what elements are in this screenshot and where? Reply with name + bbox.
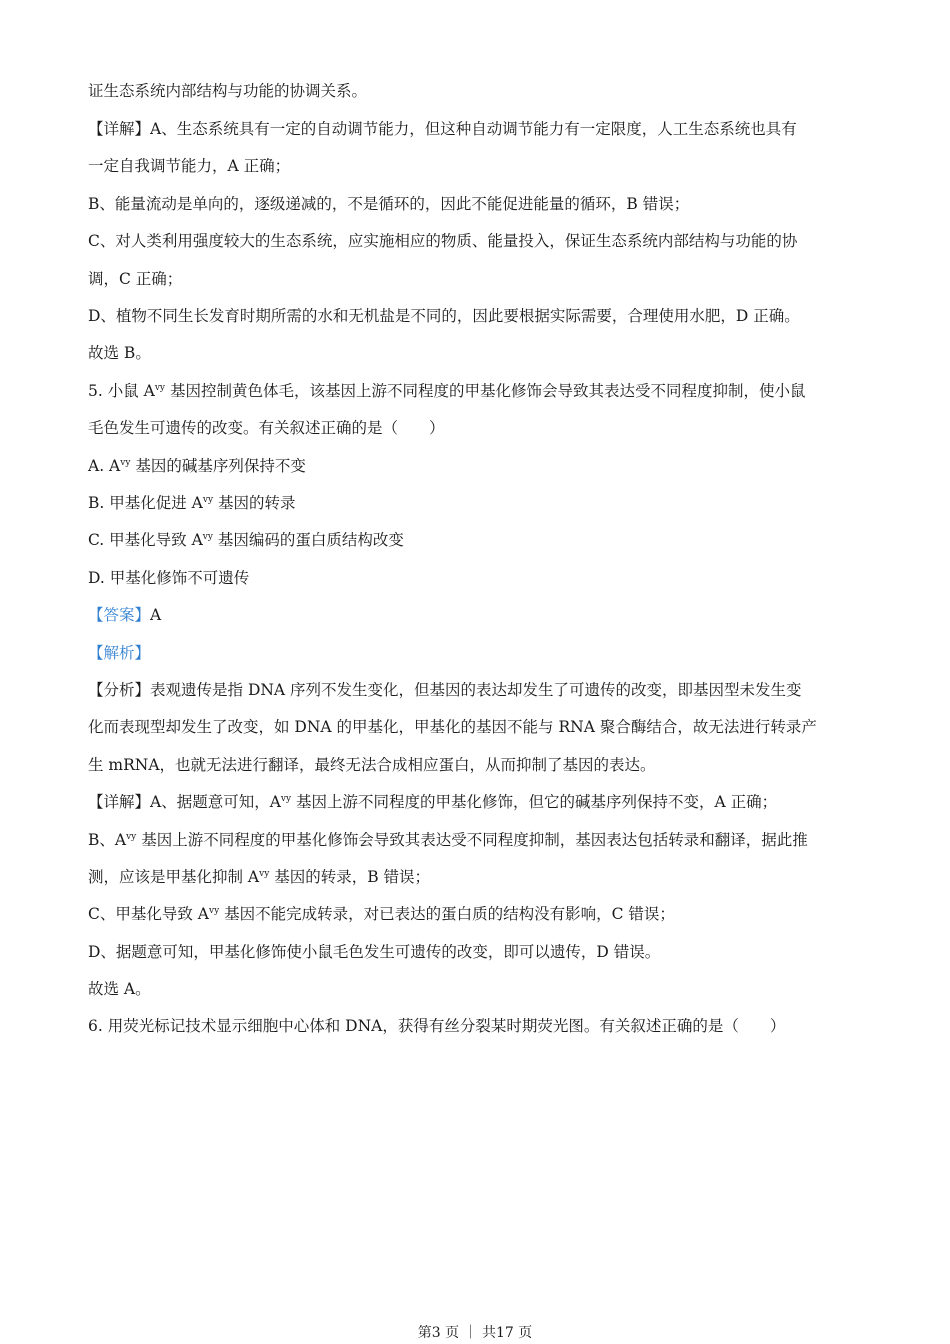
q5-detail-b-cont: 测，应该是甲基化抑制 $A^{vy}$ 基因的转录，B 错误； <box>88 868 431 886</box>
prev-detail-b: B、能量流动是单向的，逐级递减的，不是循环的，因此不能促进能量的循环，B 错误； <box>88 195 690 213</box>
prev-conclusion: 故选 B。 <box>88 344 151 362</box>
q5-analysis-tag: 【解析】 <box>88 644 151 662</box>
q5-fenxi: 【分析】表观遗传是指 DNA 序列不发生变化，但基因的表达却发生了可遗传的改变，即基因型未发生变 <box>88 681 802 699</box>
detail-tag: 【详解】 <box>88 793 151 811</box>
q5-fenxi-cont-1: 化而表现型却发生了改变，如 DNA 的甲基化，甲基化的基因不能与 RNA 聚合酶结合，故无法进行转录产 <box>88 718 817 736</box>
prev-detail-a-cont: 一定自我调节能力，A 正确； <box>88 157 291 175</box>
q5-option-c: C. 甲基化导致 $A^{vy}$ 基因编码的蛋白质结构改变 <box>88 531 404 549</box>
q5-option-d: D. 甲基化修饰不可遗传 <box>88 569 250 587</box>
q5-detail-c: C、甲基化导致 $A^{vy}$ 基因不能完成转录，对已表达的蛋白质的结构没有影响，C 错误； <box>88 905 675 923</box>
fenxi-tag: 【分析】 <box>88 681 151 699</box>
q5-detail-d: D、据题意可知，甲基化修饰使小鼠毛色发生可遗传的改变，即可以遗传，D 错误。 <box>88 943 661 961</box>
prev-detail-c: C、对人类利用强度较大的生态系统，应实施相应的物质、能量投入，保证生态系统内部结构与功能的协 <box>88 232 798 250</box>
detail-tag: 【详解】 <box>88 120 151 138</box>
prev-detail-a: 【详解】A、生态系统具有一定的自动调节能力，但这种自动调节能力有一定限度，人工生态系统也具有 <box>88 120 797 138</box>
q5-answer: 【答案】A <box>88 606 162 624</box>
q6-stem: 6. 用荧光标记技术显示细胞中心体和 DNA，获得有丝分裂某时期荧光图。有关叙述正确的是（ ） <box>88 1017 786 1035</box>
answer-tag: 【答案】 <box>88 606 151 624</box>
q5-conclusion: 故选 A。 <box>88 980 151 998</box>
q5-detail-b: B、$A^{vy}$ 基因上游不同程度的甲基化修饰会导致其表达受不同程度抑制，基因表达包括转录和翻译，据此推 <box>88 831 808 849</box>
q5-fenxi-cont-2: 生 mRNA，也就无法进行翻译，最终无法合成相应蛋白，从而抑制了基因的表达。 <box>88 756 656 774</box>
prev-detail-d: D、植物不同生长发育时期所需的水和无机盐是不同的，因此要根据实际需要，合理使用水肥，D 正确。 <box>88 307 800 325</box>
q5-option-a: A. $A^{vy}$ 基因的碱基序列保持不变 <box>88 457 306 475</box>
prev-detail-c-cont: 调，C 正确； <box>88 270 183 288</box>
q5-option-b: B. 甲基化促进 $A^{vy}$ 基因的转录 <box>88 494 296 512</box>
q5-detail-a: 【详解】A、据题意可知，$A^{vy}$ 基因上游不同程度的甲基化修饰，但它的碱基序列保持不变，A 正确； <box>88 793 778 811</box>
q5-stem: 5. 小鼠 $A^{vy}$ 基因控制黄色体毛，该基因上游不同程度的甲基化修饰会导致其表达受不同程度抑制，使小鼠 <box>88 382 806 400</box>
page-footer: 第3 页 ｜ 共17 页 <box>417 1325 533 1341</box>
prev-continuation: 证生态系统内部结构与功能的协调关系。 <box>88 82 368 100</box>
q5-stem-cont: 毛色发生可遗传的改变。有关叙述正确的是（ ） <box>88 419 445 437</box>
